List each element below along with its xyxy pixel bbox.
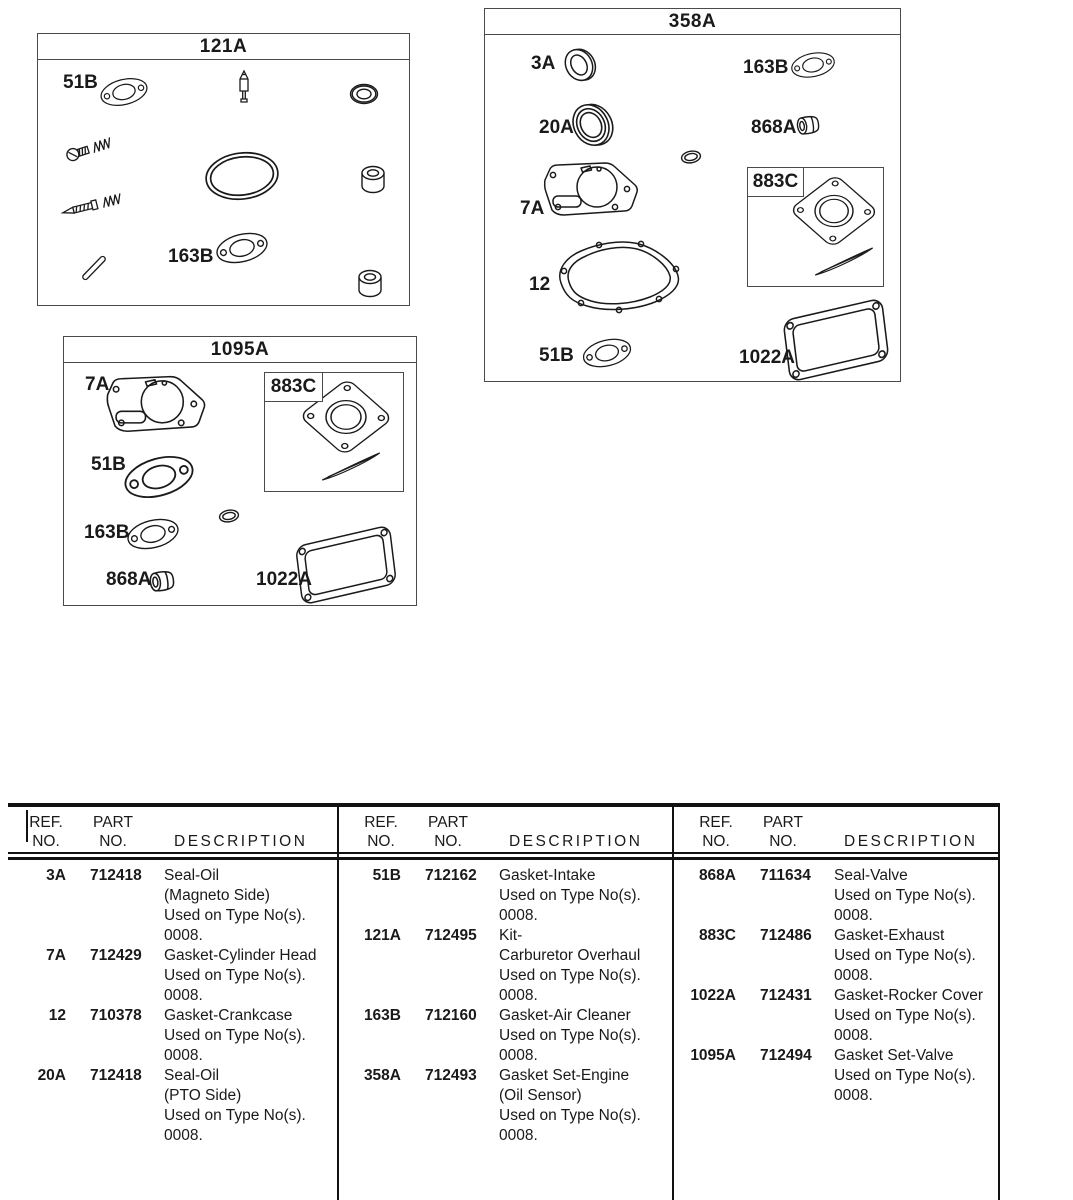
description-line: 0008. — [164, 987, 203, 1004]
description-line: (PTO Side) — [164, 1087, 242, 1104]
description-line: Used on Type No(s). — [164, 1107, 306, 1124]
ref-no-cell: 12 — [48, 1007, 66, 1024]
header-part-no — [86, 813, 140, 851]
sub-box-883c — [747, 167, 884, 287]
header-ref-line2: NO. — [702, 833, 730, 850]
part-label-1022a: 1022A — [256, 569, 312, 590]
description-line: 0008. — [499, 987, 538, 1004]
sub-box-883c-label: 883C — [747, 167, 804, 197]
description-line: Used on Type No(s). — [499, 1107, 641, 1124]
ref-no-cell: 3A — [46, 867, 66, 884]
description-line: Used on Type No(s). — [164, 907, 306, 924]
table-divider — [337, 807, 339, 1200]
table-row — [343, 1006, 668, 1066]
description-cell — [487, 1066, 668, 1146]
gasket-cylinder-head-7a-illustration — [545, 163, 638, 215]
description-line: Gasket Set-Valve — [834, 1047, 954, 1064]
part-no-cell: 712418 — [90, 1067, 142, 1084]
part-label-51b: 51B — [539, 345, 574, 366]
washer-illustration — [351, 85, 378, 104]
gasket-rocker-cover-1022a-illustration — [296, 525, 397, 604]
description-cell — [822, 986, 998, 1046]
header-description: DESCRIPTION — [174, 833, 308, 850]
ref-no-cell: 121A — [363, 927, 401, 944]
part-no-cell: 712429 — [90, 947, 142, 964]
table-row — [343, 1066, 668, 1146]
table-row — [8, 946, 333, 1006]
part-no-cell: 712418 — [90, 867, 142, 884]
description-line: 0008. — [834, 1087, 873, 1104]
small-o-ring-illustration — [681, 150, 702, 165]
gasket-intake-51b-illustration — [581, 335, 634, 371]
table-row — [343, 866, 668, 926]
description-line: Gasket-Intake — [499, 867, 596, 884]
description-line: Used on Type No(s). — [499, 887, 641, 904]
ref-no-cell: 20A — [37, 1067, 66, 1084]
diagram-box-121a — [37, 33, 410, 306]
diagram-box-358a-title: 358A — [485, 9, 900, 35]
part-label-20a: 20A — [539, 117, 574, 138]
description-cell — [822, 1046, 998, 1106]
ref-no-cell: 163B — [363, 1007, 401, 1024]
parts-table-header — [8, 807, 333, 860]
description-cell — [822, 866, 998, 926]
header-ref-line2: NO. — [32, 833, 60, 850]
description-cell — [487, 866, 668, 926]
header-ref-line2: NO. — [367, 833, 395, 850]
header-description: DESCRIPTION — [844, 833, 978, 850]
part-no-cell: 712160 — [425, 1007, 477, 1024]
description-line: Used on Type No(s). — [834, 1007, 976, 1024]
header-part-no — [756, 813, 810, 851]
table-row — [678, 1046, 998, 1106]
part-label-868a: 868A — [751, 117, 797, 138]
description-line: Gasket-Exhaust — [834, 927, 945, 944]
part-label-163b: 163B — [84, 522, 130, 543]
part-label-7a: 7A — [520, 198, 545, 219]
header-ref-no — [22, 813, 70, 851]
description-cell — [487, 1006, 668, 1066]
description-line: Seal-Valve — [834, 867, 908, 884]
description-line: 0008. — [834, 967, 873, 984]
parts-table-column — [343, 807, 668, 1200]
description-line: Used on Type No(s). — [164, 967, 306, 984]
description-cell — [822, 926, 998, 986]
part-label-7a: 7A — [85, 374, 110, 395]
description-cell — [487, 926, 668, 1006]
part-label-12: 12 — [529, 274, 551, 295]
bowl-o-ring-illustration — [203, 149, 280, 203]
parts-table-header — [678, 807, 998, 860]
gasket-air-cleaner-163b-illustration — [789, 49, 836, 81]
part-no-cell: 712495 — [425, 927, 477, 944]
description-line: 0008. — [164, 927, 203, 944]
table-row — [678, 926, 998, 986]
sub-box-883c-label: 883C — [264, 372, 323, 402]
ref-no-cell: 51B — [372, 867, 401, 884]
bushing-2-illustration — [359, 271, 381, 297]
ref-no-cell: 868A — [698, 867, 736, 884]
gasket-intake-51b-illustration — [98, 74, 149, 110]
table-divider — [998, 807, 1000, 1200]
description-line: Used on Type No(s). — [499, 967, 641, 984]
description-line: 0008. — [499, 1047, 538, 1064]
description-line: Gasket-Crankcase — [164, 1007, 293, 1024]
table-row — [678, 866, 998, 926]
description-line: Used on Type No(s). — [164, 1027, 306, 1044]
header-ref-no — [692, 813, 740, 851]
table-divider — [672, 807, 674, 1200]
gasket-rocker-cover-1022a-illustration — [783, 298, 889, 381]
description-line: Used on Type No(s). — [834, 947, 976, 964]
part-no-cell: 710378 — [90, 1007, 142, 1024]
description-line: 0008. — [499, 907, 538, 924]
needle-valve-illustration — [240, 71, 248, 102]
description-line: (Magneto Side) — [164, 887, 270, 904]
idle-screw-spring-illustration — [65, 136, 112, 162]
part-label-51b: 51B — [91, 454, 126, 475]
part-no-cell: 711634 — [760, 867, 811, 884]
gasket-crankcase-12-illustration — [560, 241, 679, 312]
header-description: DESCRIPTION — [509, 833, 643, 850]
ref-no-cell: 1022A — [690, 987, 736, 1004]
part-label-868a: 868A — [106, 569, 152, 590]
part-no-cell: 712431 — [760, 987, 812, 1004]
table-row — [8, 1006, 333, 1066]
parts-table-rows — [8, 866, 333, 1146]
header-part-line1: PART — [93, 814, 133, 831]
header-part-line2: NO. — [99, 833, 127, 850]
description-cell — [152, 1006, 333, 1066]
description-line: Seal-Oil — [164, 867, 220, 884]
header-part-line1: PART — [763, 814, 803, 831]
header-ref-line1: REF. — [364, 814, 398, 831]
parts-table-rows — [343, 866, 668, 1146]
seal-oil-20a-illustration — [566, 97, 620, 153]
description-line: 0008. — [164, 1127, 203, 1144]
table-row — [343, 926, 668, 1006]
diagram-box-121a-title: 121A — [38, 34, 409, 60]
gasket-air-cleaner-163b-illustration — [214, 229, 270, 268]
header-ref-line1: REF. — [29, 814, 63, 831]
seal-valve-868a-illustration — [149, 570, 174, 591]
description-line: Seal-Oil — [164, 1067, 220, 1084]
header-part-line2: NO. — [769, 833, 797, 850]
gasket-cylinder-head-7a-illustration — [107, 377, 204, 432]
diagram-box-1095a-title: 1095A — [64, 337, 416, 363]
part-label-163b: 163B — [168, 246, 214, 267]
description-cell — [152, 1066, 333, 1146]
header-part-line2: NO. — [434, 833, 462, 850]
sub-box-883c — [264, 372, 404, 492]
part-label-3a: 3A — [531, 53, 556, 74]
description-line: 0008. — [834, 1027, 873, 1044]
gasket-air-cleaner-163b-illustration — [125, 515, 181, 554]
description-line: Used on Type No(s). — [834, 887, 976, 904]
needle-screw-spring-illustration — [62, 193, 123, 217]
description-cell — [152, 866, 333, 946]
parts-table-column — [8, 807, 333, 1200]
small-o-ring-illustration — [219, 509, 240, 524]
gasket-intake-51b-illustration — [121, 450, 197, 504]
part-no-cell: 712493 — [425, 1067, 477, 1084]
part-label-1022a: 1022A — [739, 347, 795, 368]
header-ref-line1: REF. — [699, 814, 733, 831]
description-line: Used on Type No(s). — [834, 1067, 976, 1084]
diagram-illustration-121a — [38, 60, 409, 305]
description-line: 0008. — [499, 1127, 538, 1144]
ref-no-cell: 358A — [363, 1067, 401, 1084]
description-line: Gasket-Cylinder Head — [164, 947, 317, 964]
ref-no-cell: 883C — [698, 927, 736, 944]
part-no-cell: 712486 — [760, 927, 812, 944]
header-part-no — [421, 813, 475, 851]
description-line: Gasket-Air Cleaner — [499, 1007, 631, 1024]
header-ref-no — [357, 813, 405, 851]
seal-valve-868a-illustration — [796, 115, 819, 135]
description-line: Carburetor Overhaul — [499, 947, 641, 964]
bushing-illustration — [362, 167, 384, 193]
parts-table-header — [343, 807, 668, 860]
header-part-line1: PART — [428, 814, 468, 831]
description-line: Gasket Set-Engine — [499, 1067, 630, 1084]
description-line: 0008. — [834, 907, 873, 924]
description-line: (Oil Sensor) — [499, 1087, 582, 1104]
description-line: Used on Type No(s). — [499, 1027, 641, 1044]
part-label-51b: 51B — [63, 72, 98, 93]
part-no-cell: 712162 — [425, 867, 477, 884]
table-row — [8, 866, 333, 946]
table-row — [8, 1066, 333, 1146]
description-line: Gasket-Rocker Cover — [834, 987, 984, 1004]
parts-table — [8, 803, 1000, 1200]
ref-no-cell: 7A — [46, 947, 66, 964]
part-label-163b: 163B — [743, 57, 789, 78]
parts-table-column — [678, 807, 998, 1200]
table-row — [678, 986, 998, 1046]
pin-illustration — [82, 255, 107, 280]
description-cell — [152, 946, 333, 1006]
parts-table-rows — [678, 866, 998, 1106]
description-line: Kit- — [499, 927, 523, 944]
diagram-box-358a — [484, 8, 901, 382]
ref-no-cell: 1095A — [690, 1047, 736, 1064]
diagram-box-1095a — [63, 336, 417, 606]
description-line: 0008. — [164, 1047, 203, 1064]
seal-oil-3a-illustration — [560, 44, 601, 87]
part-no-cell: 712494 — [760, 1047, 812, 1064]
